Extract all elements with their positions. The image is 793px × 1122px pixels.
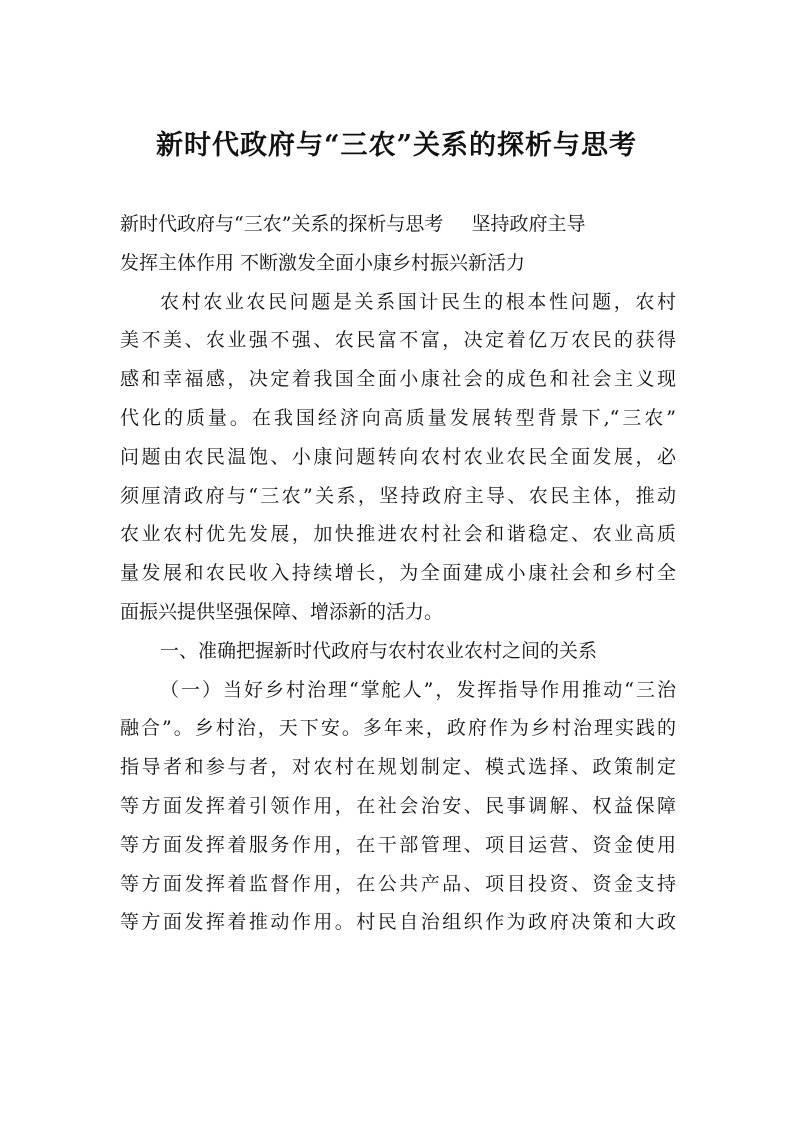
paragraph-line: 须厘清政府与“三农”关系，坚持政府主导、农民主体，推动 bbox=[120, 484, 676, 507]
paragraph-line: 美不美、农业强不强、农民富不富，决定着亿万农民的获得 bbox=[120, 329, 676, 352]
paragraph-line: （一）当好乡村治理“掌舵人”，发挥指导作用推动“三治 bbox=[160, 678, 676, 701]
subtitle-part-b: 坚持政府主导 bbox=[471, 213, 586, 235]
paragraph-line: 量发展和农民收入持续增长，为全面建成小康社会和乡村全 bbox=[120, 562, 676, 585]
paragraph-line: 农村农业农民问题是关系国计民生的根本性问题，农村 bbox=[160, 290, 676, 313]
paragraph-line: 等方面发挥着引领作用，在社会治安、民事调解、权益保障 bbox=[120, 794, 676, 817]
section-heading: 一、准确把握新时代政府与农村农业农村之间的关系 bbox=[160, 639, 598, 662]
paragraph-line: 融合”。乡村治，天下安。多年来，政府作为乡村治理实践的 bbox=[120, 717, 676, 740]
paragraph-line: 等方面发挥着推动作用。村民自治组织作为政府决策和大政 bbox=[120, 911, 676, 934]
paragraph-line: 感和幸福感，决定着我国全面小康社会的成色和社会主义现 bbox=[120, 368, 676, 391]
paragraph-line: 问题由农民温饱、小康问题转向农村农业农民全面发展，必 bbox=[120, 445, 676, 468]
paragraph-line: 等方面发挥着监督作用，在公共产品、项目投资、资金支持 bbox=[120, 872, 676, 895]
subtitle-line-1 bbox=[120, 205, 676, 244]
paragraph-line: 指导者和参与者，对农村在规划制定、模式选择、政策制定 bbox=[120, 756, 676, 779]
document-title: 新时代政府与“三农”关系的探析与思考 bbox=[155, 130, 638, 161]
paragraph-line: 农业农村优先发展，加快推进农村社会和谐稳定、农业高质 bbox=[120, 523, 676, 546]
paragraph-line: 面振兴提供坚强保障、增添新的活力。 bbox=[120, 600, 444, 623]
subtitle-part-a: 新时代政府与“三农”关系的探析与思考 bbox=[120, 213, 444, 235]
document-body bbox=[120, 205, 676, 942]
subtitle-line-2: 发挥主体作用 不断激发全面小康乡村振兴新活力 bbox=[120, 251, 526, 274]
paragraph-line: 代化的质量。在我国经济向高质量发展转型背景下,“三农” bbox=[120, 406, 676, 429]
paragraph-line: 等方面发挥着服务作用，在干部管理、项目运营、资金使用 bbox=[120, 833, 676, 856]
